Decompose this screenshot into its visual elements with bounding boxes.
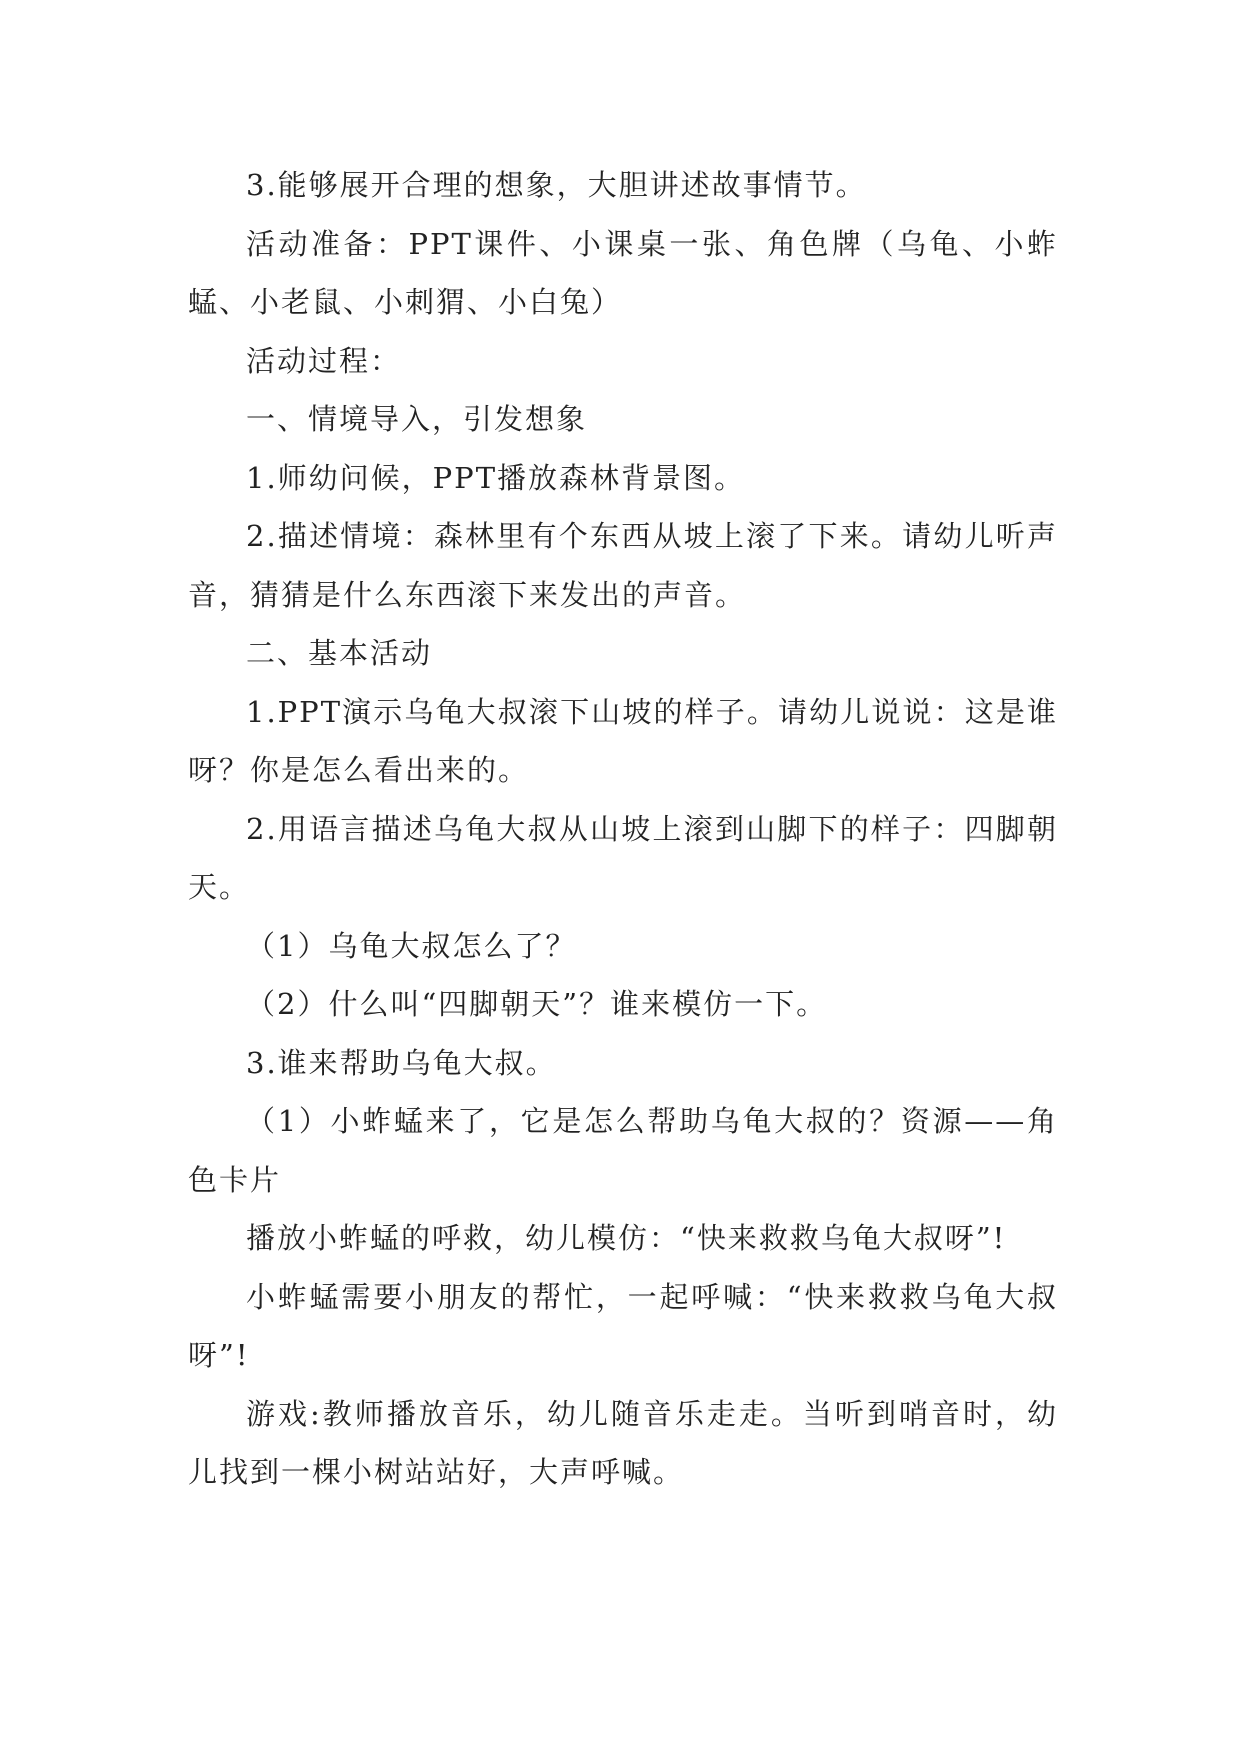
sub-step-1: （1）小蚱蜢来了，它是怎么帮助乌龟大叔的？资源——角色卡片 xyxy=(188,1104,1058,1197)
document-page xyxy=(188,156,1058,1502)
section-1-step-2: 2.描述情境：森林里有个东西从坡上滚了下来。请幼儿听声音，猜猜是什么东西滚下来发出的声音。 xyxy=(188,519,1058,612)
question-2: （2）什么叫“四脚朝天”？谁来模仿一下。 xyxy=(246,987,828,1021)
preparation-paragraph: 活动准备：PPT课件、小课桌一张、角色牌（乌龟、小蚱蜢、小老鼠、小刺猬、小白兔） xyxy=(188,226,1058,319)
section-2-step-1: 1.PPT演示乌龟大叔滚下山坡的样子。请幼儿说说：这是谁呀？你是怎么看出来的。 xyxy=(188,694,1058,787)
section-2-step-3: 3.谁来帮助乌龟大叔。 xyxy=(246,1045,557,1080)
process-heading: 活动过程： xyxy=(246,343,402,378)
section-1-heading: 一、情境导入，引发想象 xyxy=(246,402,588,436)
section-2-heading: 二、基本活动 xyxy=(246,636,433,670)
call-together-paragraph: 小蚱蜢需要小朋友的帮忙，一起呼喊：“快来救救乌龟大叔呀”! xyxy=(188,1279,1058,1372)
question-1: （1）乌龟大叔怎么了？ xyxy=(246,928,577,963)
play-call-paragraph: 播放小蚱蜢的呼救，幼儿模仿：“快来救救乌龟大叔呀”! xyxy=(246,1221,1007,1255)
section-1-step-1: 1.师幼问候，PPT播放森林背景图。 xyxy=(246,460,746,495)
game-paragraph: 游戏:教师播放音乐，幼儿随音乐走走。当听到哨音时，幼儿找到一棵小树站站好，大声呼喊。 xyxy=(188,1396,1058,1489)
section-2-step-2: 2.用语言描述乌龟大叔从山坡上滚到山脚下的样子：四脚朝天。 xyxy=(188,811,1058,904)
goal-3-paragraph: 3.能够展开合理的想象，大胆讲述故事情节。 xyxy=(246,168,867,202)
